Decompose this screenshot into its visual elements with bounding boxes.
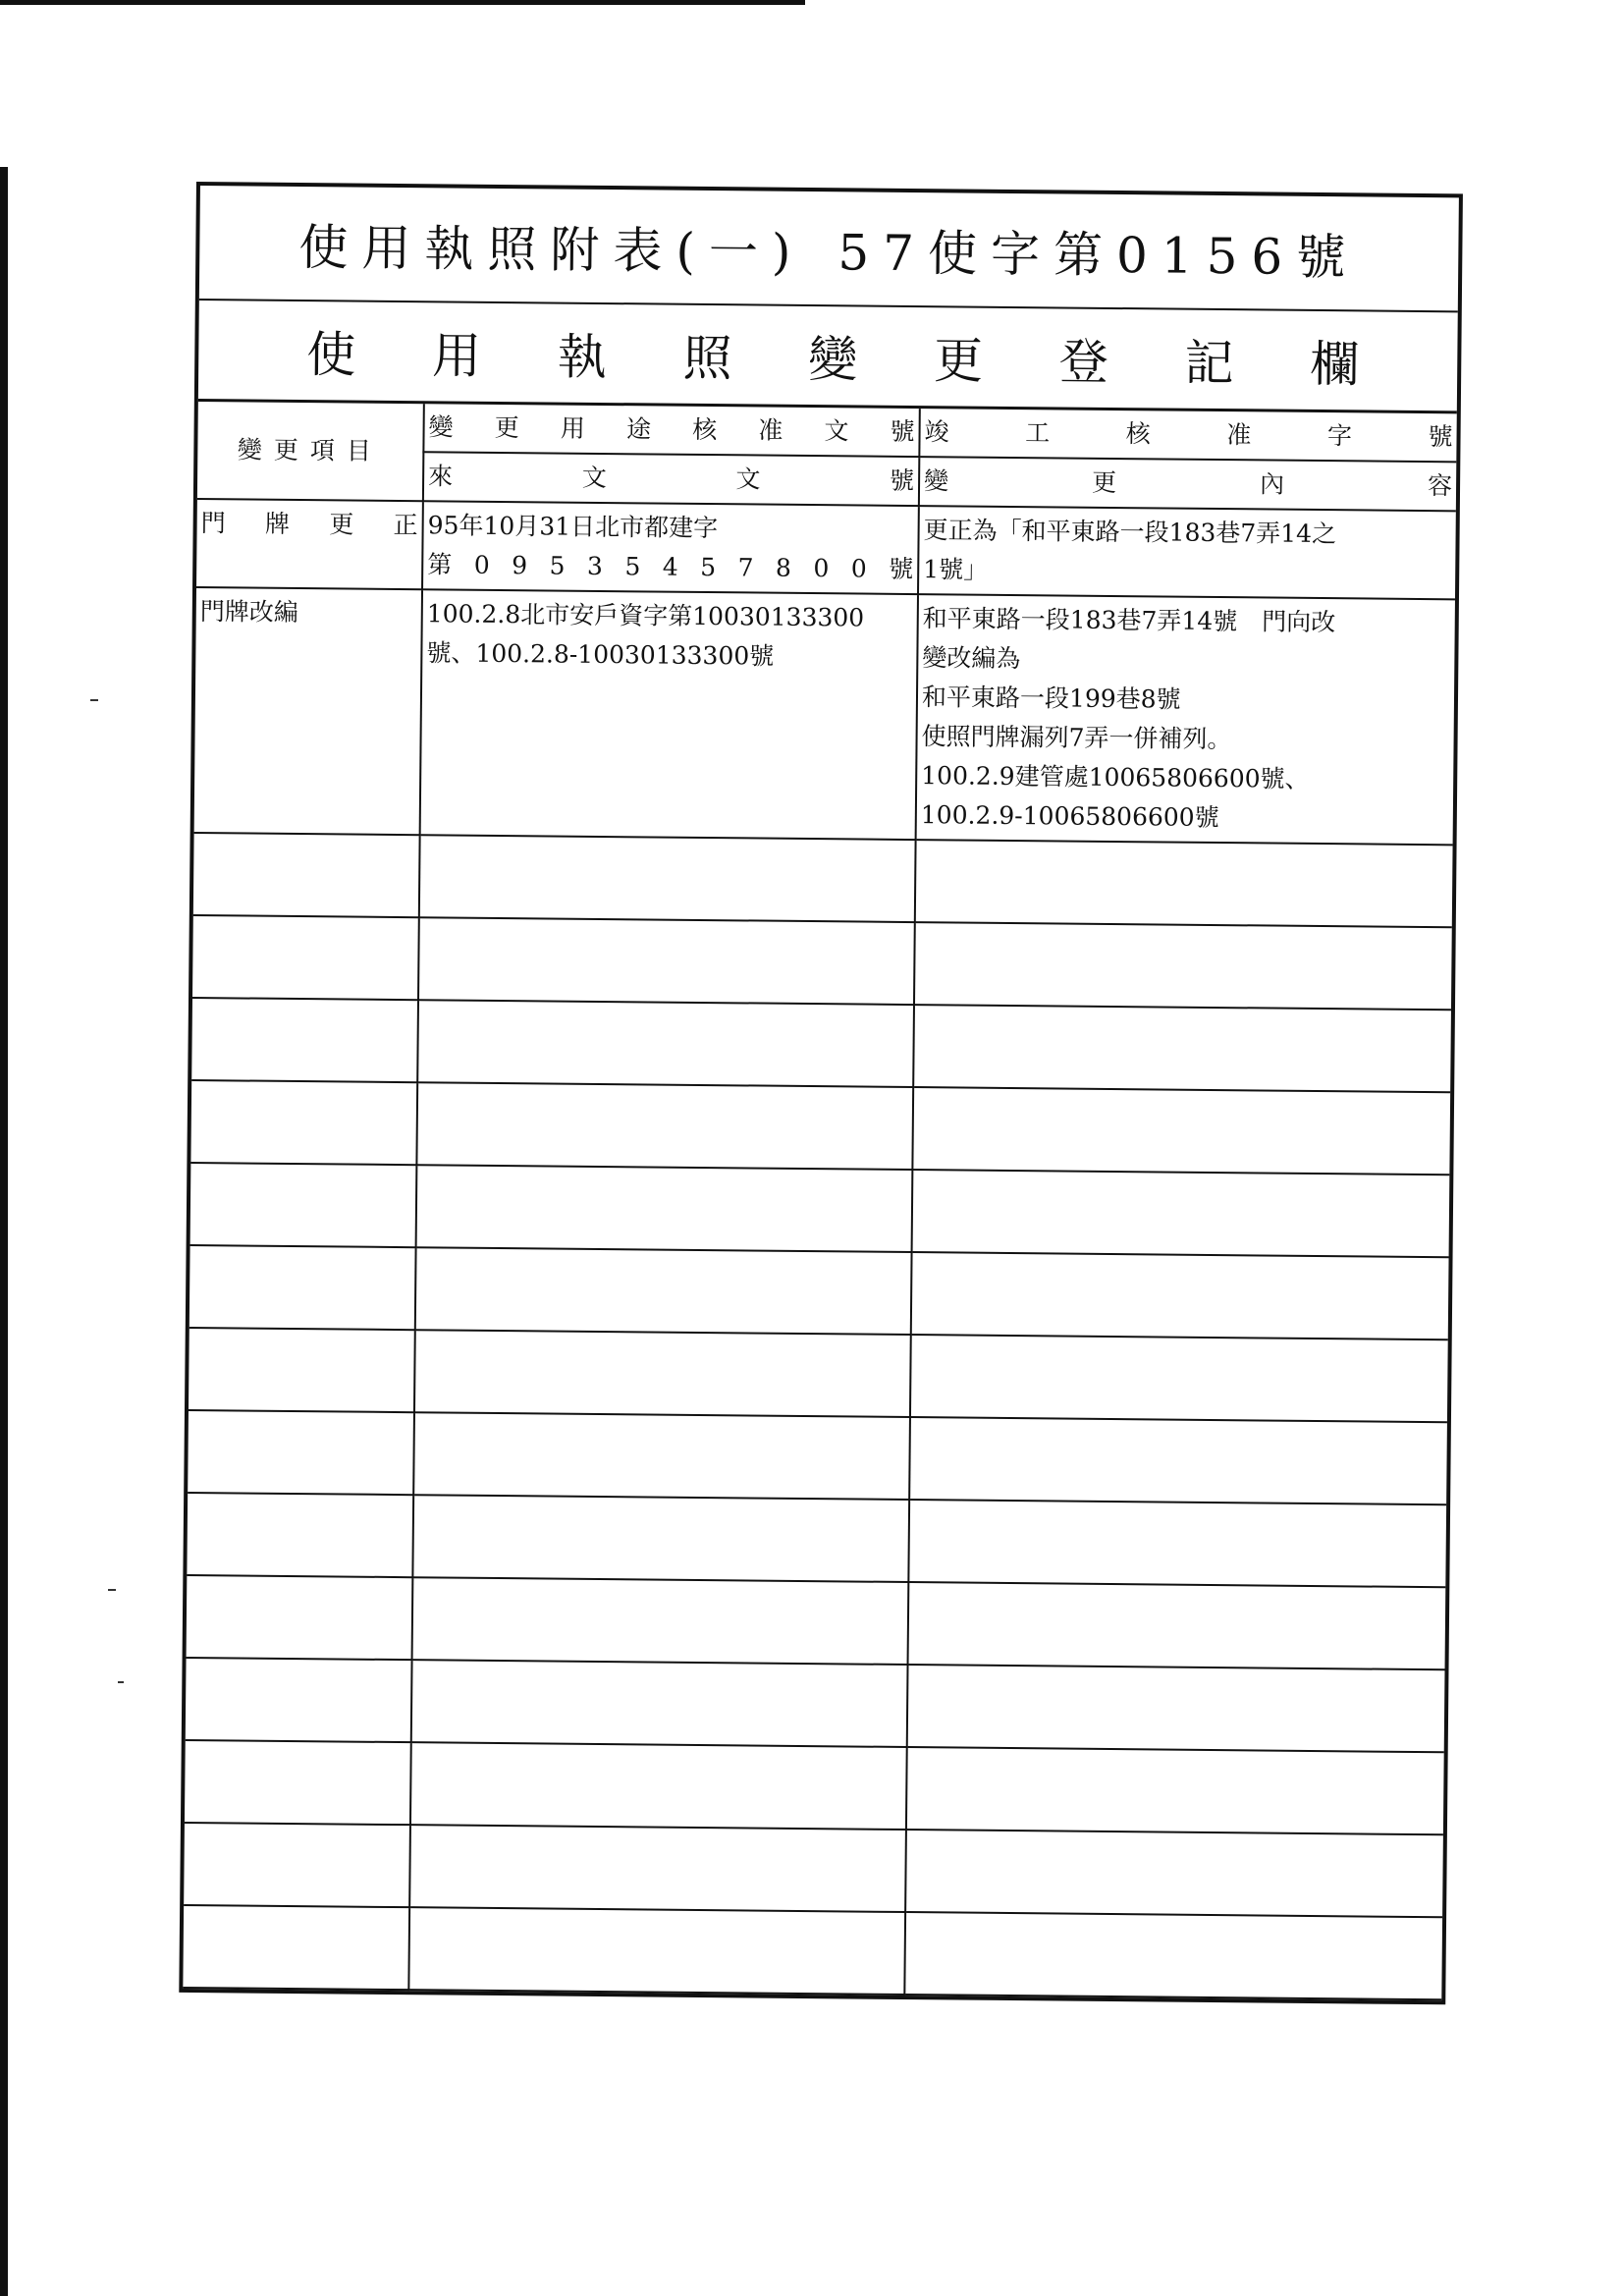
row-content: 和平東路一段183巷7弄14號 門向改 變改編為 和平東路一段199巷8號 使照門牌漏列7弄一併補列。 100.2.9建管處10065806600號、 100.2.9-10065806600號 xyxy=(916,594,1455,845)
section-subtitle xyxy=(198,301,1458,413)
subtitle-char: 更 xyxy=(933,332,984,390)
table-row xyxy=(194,587,1455,845)
scan-speck xyxy=(108,1589,116,1591)
empty-row xyxy=(186,1658,1445,1752)
empty-row xyxy=(193,833,1453,927)
empty-row xyxy=(191,998,1451,1092)
header-approval-doc-no: 變 更 用 途 核 准 文 號 xyxy=(423,404,919,457)
scan-border-top xyxy=(0,0,805,5)
subtitle-char: 變 xyxy=(808,330,858,389)
subtitle-char: 照 xyxy=(682,329,732,388)
scan-speck xyxy=(90,699,98,701)
scan-speck xyxy=(118,1681,124,1683)
title-right: 57使字第0156號 xyxy=(838,223,1360,286)
empty-row xyxy=(185,1740,1444,1834)
empty-row xyxy=(187,1493,1446,1587)
subtitle-char: 執 xyxy=(557,328,608,387)
subtitle-char: 欄 xyxy=(1309,335,1360,394)
empty-row xyxy=(189,1328,1448,1422)
document-title xyxy=(199,186,1459,312)
header-completion-approval-no: 竣 工 核 准 字 號 xyxy=(919,409,1456,462)
empty-row xyxy=(190,1163,1450,1257)
header-change-item: 變更項目 xyxy=(197,402,424,501)
empty-row xyxy=(189,1245,1449,1339)
header-incoming-doc-no: 來 文 文 號 xyxy=(423,452,919,506)
change-record-table xyxy=(183,402,1456,2000)
license-appendix-sheet xyxy=(179,182,1463,2004)
subtitle-char: 記 xyxy=(1184,334,1234,393)
empty-row xyxy=(192,915,1452,1010)
subtitle-char: 用 xyxy=(431,327,482,385)
header-change-content: 變 更 內 容 xyxy=(919,457,1456,511)
empty-row xyxy=(184,1823,1443,1917)
row-item: 門牌改編 xyxy=(194,587,422,835)
table-row xyxy=(196,499,1456,599)
doc-number-spread-line: 第 0 9 5 3 5 4 5 7 8 0 0 號 xyxy=(427,550,914,584)
scan-border-left xyxy=(0,167,8,2296)
row-doc-number: 95年10月31日北市都建字 第 0 9 5 3 5 4 5 7 8 0 0 號 xyxy=(422,501,919,594)
empty-row xyxy=(190,1080,1450,1175)
title-left: 使用執照附表(一) xyxy=(298,218,805,281)
empty-row xyxy=(187,1575,1446,1669)
empty-row xyxy=(183,1905,1442,1999)
row-doc-number: 100.2.8北市安戶資字第10030133300 號、100.2.8-10030133300號 xyxy=(420,589,918,840)
row-item: 門 牌 更 正 xyxy=(196,499,423,589)
subtitle-char: 使 xyxy=(306,326,356,384)
subtitle-char: 登 xyxy=(1058,333,1109,391)
row-content: 更正為「和平東路一段183巷7弄14之 1號」 xyxy=(918,506,1456,599)
empty-row xyxy=(188,1410,1447,1504)
